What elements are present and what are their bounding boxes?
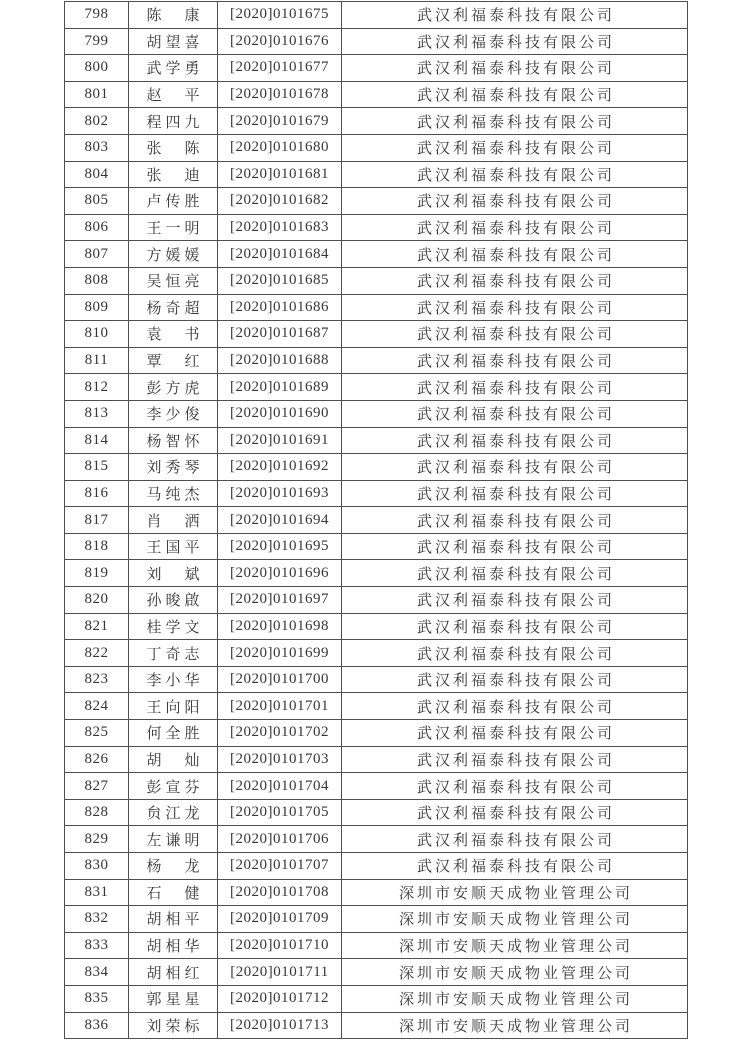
company-name-cell: 武汉利福泰科技有限公司 xyxy=(342,853,688,880)
table-row xyxy=(65,666,688,693)
row-number-cell: 813 xyxy=(65,400,129,427)
row-number-cell: 826 xyxy=(65,746,129,773)
company-name-cell: 武汉利福泰科技有限公司 xyxy=(342,188,688,215)
row-number-cell: 829 xyxy=(65,826,129,853)
certificate-number-cell: [2020]0101675 xyxy=(218,2,342,29)
company-name-cell: 武汉利福泰科技有限公司 xyxy=(342,746,688,773)
certificate-number-cell: [2020]0101703 xyxy=(218,746,342,773)
row-number-cell: 831 xyxy=(65,879,129,906)
company-name-cell: 武汉利福泰科技有限公司 xyxy=(342,55,688,82)
company-name-cell: 武汉利福泰科技有限公司 xyxy=(342,533,688,560)
table-row xyxy=(65,826,688,853)
person-name-cell: 桂学文 xyxy=(129,613,218,640)
company-name-cell: 深圳市安顺天成物业管理公司 xyxy=(342,906,688,933)
company-name-cell: 武汉利福泰科技有限公司 xyxy=(342,507,688,534)
table-row xyxy=(65,294,688,321)
certificate-number-cell: [2020]0101692 xyxy=(218,454,342,481)
row-number-cell: 799 xyxy=(65,28,129,55)
company-name-cell: 深圳市安顺天成物业管理公司 xyxy=(342,985,688,1012)
company-name-cell: 武汉利福泰科技有限公司 xyxy=(342,81,688,108)
person-name-cell: 王一明 xyxy=(129,214,218,241)
company-name-cell: 武汉利福泰科技有限公司 xyxy=(342,321,688,348)
person-name-cell: 武学勇 xyxy=(129,55,218,82)
company-name-cell: 武汉利福泰科技有限公司 xyxy=(342,560,688,587)
row-number-cell: 833 xyxy=(65,932,129,959)
row-number-cell: 808 xyxy=(65,267,129,294)
row-number-cell: 816 xyxy=(65,480,129,507)
person-name-cell: 吴恒亮 xyxy=(129,267,218,294)
certificate-number-cell: [2020]0101699 xyxy=(218,640,342,667)
person-name-cell: 方媛媛 xyxy=(129,241,218,268)
table-row xyxy=(65,879,688,906)
row-number-cell: 802 xyxy=(65,108,129,135)
table-row xyxy=(65,347,688,374)
certificate-number-cell: [2020]0101694 xyxy=(218,507,342,534)
table-row xyxy=(65,587,688,614)
table-row xyxy=(65,321,688,348)
row-number-cell: 828 xyxy=(65,799,129,826)
table-row xyxy=(65,985,688,1012)
table-row xyxy=(65,906,688,933)
table-row xyxy=(65,746,688,773)
certificate-number-cell: [2020]0101686 xyxy=(218,294,342,321)
table-row xyxy=(65,480,688,507)
table-row xyxy=(65,81,688,108)
person-name-cell: 马纯杰 xyxy=(129,480,218,507)
person-name-cell: 彭宣芬 xyxy=(129,773,218,800)
company-name-cell: 武汉利福泰科技有限公司 xyxy=(342,347,688,374)
company-name-cell: 武汉利福泰科技有限公司 xyxy=(342,2,688,29)
table-row xyxy=(65,241,688,268)
certificate-number-cell: [2020]0101690 xyxy=(218,400,342,427)
person-name-cell: 石 健 xyxy=(129,879,218,906)
row-number-cell: 805 xyxy=(65,188,129,215)
certificate-number-cell: [2020]0101683 xyxy=(218,214,342,241)
person-name-cell: 胡 灿 xyxy=(129,746,218,773)
row-number-cell: 824 xyxy=(65,693,129,720)
row-number-cell: 827 xyxy=(65,773,129,800)
person-name-cell: 肖 洒 xyxy=(129,507,218,534)
company-name-cell: 武汉利福泰科技有限公司 xyxy=(342,666,688,693)
person-name-cell: 覃 红 xyxy=(129,347,218,374)
certificate-number-cell: [2020]0101684 xyxy=(218,241,342,268)
row-number-cell: 835 xyxy=(65,985,129,1012)
certificate-number-cell: [2020]0101712 xyxy=(218,985,342,1012)
company-name-cell: 武汉利福泰科技有限公司 xyxy=(342,587,688,614)
person-name-cell: 胡相红 xyxy=(129,959,218,986)
company-name-cell: 武汉利福泰科技有限公司 xyxy=(342,640,688,667)
table-row xyxy=(65,932,688,959)
table-row xyxy=(65,799,688,826)
table-row xyxy=(65,560,688,587)
company-name-cell: 武汉利福泰科技有限公司 xyxy=(342,400,688,427)
certificate-number-cell: [2020]0101682 xyxy=(218,188,342,215)
certificate-number-cell: [2020]0101693 xyxy=(218,480,342,507)
company-name-cell: 武汉利福泰科技有限公司 xyxy=(342,720,688,747)
table-row xyxy=(65,267,688,294)
company-name-cell: 武汉利福泰科技有限公司 xyxy=(342,693,688,720)
company-name-cell: 武汉利福泰科技有限公司 xyxy=(342,613,688,640)
certificate-number-cell: [2020]0101707 xyxy=(218,853,342,880)
row-number-cell: 810 xyxy=(65,321,129,348)
person-name-cell: 李小华 xyxy=(129,666,218,693)
table-row xyxy=(65,720,688,747)
table-row xyxy=(65,161,688,188)
table-row xyxy=(65,374,688,401)
company-name-cell: 武汉利福泰科技有限公司 xyxy=(342,799,688,826)
company-name-cell: 深圳市安顺天成物业管理公司 xyxy=(342,932,688,959)
company-name-cell: 武汉利福泰科技有限公司 xyxy=(342,28,688,55)
table-row xyxy=(65,507,688,534)
certificate-number-cell: [2020]0101677 xyxy=(218,55,342,82)
company-name-cell: 武汉利福泰科技有限公司 xyxy=(342,214,688,241)
person-name-cell: 胡相华 xyxy=(129,932,218,959)
person-name-cell: 程四九 xyxy=(129,108,218,135)
table-row xyxy=(65,188,688,215)
roster-table xyxy=(64,1,688,1039)
certificate-number-cell: [2020]0101697 xyxy=(218,587,342,614)
company-name-cell: 武汉利福泰科技有限公司 xyxy=(342,427,688,454)
table-row xyxy=(65,214,688,241)
person-name-cell: 刘 斌 xyxy=(129,560,218,587)
certificate-number-cell: [2020]0101708 xyxy=(218,879,342,906)
person-name-cell: 赵 平 xyxy=(129,81,218,108)
person-name-cell: 李少俊 xyxy=(129,400,218,427)
table-row xyxy=(65,400,688,427)
certificate-number-cell: [2020]0101676 xyxy=(218,28,342,55)
certificate-number-cell: [2020]0101706 xyxy=(218,826,342,853)
row-number-cell: 812 xyxy=(65,374,129,401)
row-number-cell: 803 xyxy=(65,134,129,161)
certificate-number-cell: [2020]0101701 xyxy=(218,693,342,720)
certificate-number-cell: [2020]0101698 xyxy=(218,613,342,640)
company-name-cell: 深圳市安顺天成物业管理公司 xyxy=(342,1012,688,1039)
person-name-cell: 刘荣标 xyxy=(129,1012,218,1039)
certificate-number-cell: [2020]0101695 xyxy=(218,533,342,560)
certificate-number-cell: [2020]0101678 xyxy=(218,81,342,108)
person-name-cell: 贠江龙 xyxy=(129,799,218,826)
company-name-cell: 武汉利福泰科技有限公司 xyxy=(342,241,688,268)
row-number-cell: 820 xyxy=(65,587,129,614)
person-name-cell: 丁奇志 xyxy=(129,640,218,667)
person-name-cell: 左谦明 xyxy=(129,826,218,853)
row-number-cell: 822 xyxy=(65,640,129,667)
row-number-cell: 834 xyxy=(65,959,129,986)
row-number-cell: 819 xyxy=(65,560,129,587)
row-number-cell: 814 xyxy=(65,427,129,454)
certificate-number-cell: [2020]0101685 xyxy=(218,267,342,294)
table-row xyxy=(65,427,688,454)
certificate-number-cell: [2020]0101679 xyxy=(218,108,342,135)
company-name-cell: 武汉利福泰科技有限公司 xyxy=(342,480,688,507)
certificate-number-cell: [2020]0101711 xyxy=(218,959,342,986)
person-name-cell: 王向阳 xyxy=(129,693,218,720)
person-name-cell: 胡相平 xyxy=(129,906,218,933)
row-number-cell: 836 xyxy=(65,1012,129,1039)
row-number-cell: 804 xyxy=(65,161,129,188)
row-number-cell: 818 xyxy=(65,533,129,560)
company-name-cell: 武汉利福泰科技有限公司 xyxy=(342,773,688,800)
table-row xyxy=(65,55,688,82)
table-row xyxy=(65,693,688,720)
row-number-cell: 817 xyxy=(65,507,129,534)
certificate-number-cell: [2020]0101691 xyxy=(218,427,342,454)
row-number-cell: 821 xyxy=(65,613,129,640)
certificate-number-cell: [2020]0101702 xyxy=(218,720,342,747)
person-name-cell: 何全胜 xyxy=(129,720,218,747)
row-number-cell: 801 xyxy=(65,81,129,108)
table-row xyxy=(65,108,688,135)
table-row xyxy=(65,613,688,640)
company-name-cell: 武汉利福泰科技有限公司 xyxy=(342,267,688,294)
certificate-number-cell: [2020]0101681 xyxy=(218,161,342,188)
person-name-cell: 杨 龙 xyxy=(129,853,218,880)
table-row xyxy=(65,2,688,29)
table-row xyxy=(65,773,688,800)
company-name-cell: 武汉利福泰科技有限公司 xyxy=(342,161,688,188)
row-number-cell: 825 xyxy=(65,720,129,747)
table-row xyxy=(65,1012,688,1039)
certificate-number-cell: [2020]0101705 xyxy=(218,799,342,826)
table-row xyxy=(65,134,688,161)
person-name-cell: 张 迪 xyxy=(129,161,218,188)
table-row xyxy=(65,853,688,880)
table-row xyxy=(65,959,688,986)
company-name-cell: 武汉利福泰科技有限公司 xyxy=(342,294,688,321)
company-name-cell: 武汉利福泰科技有限公司 xyxy=(342,454,688,481)
certificate-number-cell: [2020]0101688 xyxy=(218,347,342,374)
row-number-cell: 798 xyxy=(65,2,129,29)
company-name-cell: 武汉利福泰科技有限公司 xyxy=(342,108,688,135)
row-number-cell: 815 xyxy=(65,454,129,481)
company-name-cell: 深圳市安顺天成物业管理公司 xyxy=(342,959,688,986)
company-name-cell: 武汉利福泰科技有限公司 xyxy=(342,134,688,161)
row-number-cell: 806 xyxy=(65,214,129,241)
company-name-cell: 深圳市安顺天成物业管理公司 xyxy=(342,879,688,906)
person-name-cell: 王国平 xyxy=(129,533,218,560)
certificate-number-cell: [2020]0101680 xyxy=(218,134,342,161)
certificate-number-cell: [2020]0101710 xyxy=(218,932,342,959)
person-name-cell: 袁 书 xyxy=(129,321,218,348)
certificate-number-cell: [2020]0101700 xyxy=(218,666,342,693)
table-row xyxy=(65,454,688,481)
company-name-cell: 武汉利福泰科技有限公司 xyxy=(342,374,688,401)
person-name-cell: 卢传胜 xyxy=(129,188,218,215)
person-name-cell: 杨智怀 xyxy=(129,427,218,454)
person-name-cell: 张 陈 xyxy=(129,134,218,161)
row-number-cell: 811 xyxy=(65,347,129,374)
person-name-cell: 陈 康 xyxy=(129,2,218,29)
certificate-number-cell: [2020]0101696 xyxy=(218,560,342,587)
row-number-cell: 809 xyxy=(65,294,129,321)
person-name-cell: 彭方虎 xyxy=(129,374,218,401)
certificate-number-cell: [2020]0101689 xyxy=(218,374,342,401)
certificate-number-cell: [2020]0101687 xyxy=(218,321,342,348)
row-number-cell: 830 xyxy=(65,853,129,880)
certificate-number-cell: [2020]0101704 xyxy=(218,773,342,800)
person-name-cell: 郭星星 xyxy=(129,985,218,1012)
person-name-cell: 孙晙啟 xyxy=(129,587,218,614)
person-name-cell: 刘秀琴 xyxy=(129,454,218,481)
person-name-cell: 杨奇超 xyxy=(129,294,218,321)
table-row xyxy=(65,640,688,667)
certificate-number-cell: [2020]0101713 xyxy=(218,1012,342,1039)
row-number-cell: 800 xyxy=(65,55,129,82)
person-name-cell: 胡望喜 xyxy=(129,28,218,55)
certificate-number-cell: [2020]0101709 xyxy=(218,906,342,933)
table-row xyxy=(65,28,688,55)
row-number-cell: 807 xyxy=(65,241,129,268)
row-number-cell: 832 xyxy=(65,906,129,933)
table-row xyxy=(65,533,688,560)
row-number-cell: 823 xyxy=(65,666,129,693)
company-name-cell: 武汉利福泰科技有限公司 xyxy=(342,826,688,853)
